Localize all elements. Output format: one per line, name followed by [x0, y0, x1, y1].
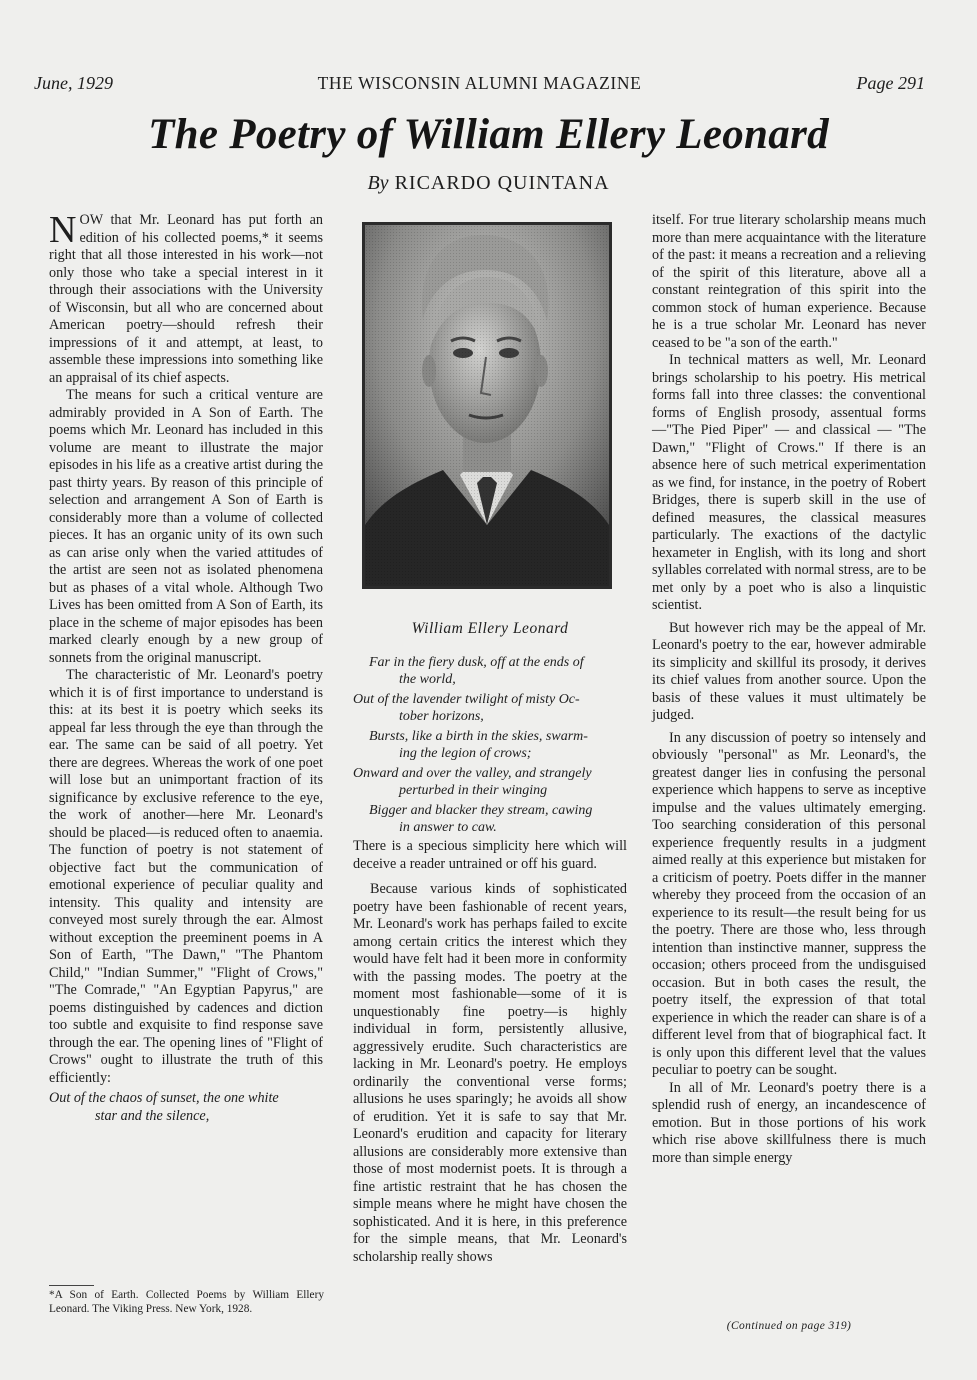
byline — [0, 172, 977, 195]
quoted-verse — [49, 1090, 323, 1125]
portrait-image — [365, 225, 609, 586]
paragraph: Because various kinds of sophisticated poetry have been fashionable of recent years, Mr. Leonard's work has perhaps failed to excite among certain critics the interest which they would have felt had it been more in conformity with the passing modes. The poetry at the moment most fashionable—some of it is unquestionably fine poetry—is highly individual in form, persistently allusive, aggressively erudite. Such characteristics are lacking in Mr. Leonard's poetry. He employs ordinarily the conventional verse forms; allusions he uses sparingly; he avoids all show of erudition. Yet it is safe to say that Mr. Leonard's erudition and capacity for literary allusions are considerably more extensive than those of most modernist poets. It is through a fine artistic restraint that he has chosen the simple means where he might have chosen the sophisticated. And it is here, in this preference for the simple means, that Mr. Leonard's scholarship really shows — [353, 881, 627, 1265]
verse-line: Far in the fiery dusk, off at the ends of — [369, 655, 584, 670]
verse-line: Onward and over the valley, and strangely — [353, 766, 592, 781]
poem-verse — [353, 728, 633, 762]
magazine-name: THE WISCONSIN ALUMNI MAGAZINE — [317, 73, 642, 93]
column-middle — [353, 838, 627, 1266]
poem-excerpt — [353, 654, 633, 839]
paragraph: The means for such a critical venture are admirably provided in A Son of Earth. The poems which Mr. Leonard has included in this volume are meant to illustrate the major episodes in his life as a creative artist during the past thirty years. By reason of this principle of selection and arrangement A Son of Earth is considerably more than a volume of collected pieces. It has an organic unity of its own such as can arise only when the varied attitudes of the artist are seen not as isolated phenomena but as phases of a vital whole. Although Two Lives has been omitted from A Son of Earth, its place in the scheme of major episodes has been marked clearly enough by a new group of sonnets from the original manuscript. — [49, 387, 323, 666]
paragraph: There is a specious simplicity here which will deceive a reader untrained or off his guard. — [353, 838, 627, 872]
footnote — [49, 1285, 324, 1316]
poem-verse — [353, 691, 633, 725]
issue-date: June, 1929 — [34, 73, 113, 93]
footnote-text: *A Son of Earth. Collected Poems by William Ellery Leonard. The Viking Press. New York, 1928. — [49, 1289, 324, 1315]
byline-prefix: By — [367, 172, 389, 194]
paragraph: In technical matters as well, Mr. Leonard brings scholarship to his poetry. His metrical forms fall into three classes: the conventional forms of English prosody, assentual forms—"The Pied Piper" — and classical — "The Dawn," "Flight of Crows." If there is an absence here of such metrical experimentation as we find, for instance, in the poetry of Robert Bridges, there is superb skill in the use of defined measures, the classical measures particularly. The exactions of the dactylic hexameter in English, with its long and short syllables correlated with normal stress, are to be met only by a poet who is also a linquistic scientist. — [652, 352, 926, 613]
paragraph: The characteristic of Mr. Leonard's poetry which it is of first importance to understand is this: at its best it is poetry which seeks its appeal far less through the eye than through the ear. The same can be said of all poetry. Yet there are degrees. Whereas the work of one poet will lose but an unimportant fraction of its significance by exclusive reference to the eye, the work of another—here Mr. Leonard's should be placed—is reduced often to anaemia. The function of poetry is not statement of objective fact but the communication of emotional experience of peculiar quality and intensity. This quality and intensity are conveyed most surely through the ear. Almost without exception the preeminent poems in A Son of Earth, "The Dawn," "The Phantom Child," "Indian Summer," "Flight of Crows," "The Comrade," "An Egyptian Papyrus," are poems distinguished by cadences and diction too subtle and exquisite to find response save through the ear. The opening lines of "Flight of Crows" ought to illustrate the truth of this efficiently: — [49, 667, 323, 1086]
paragraph: itself. For true literary scholarship means much more than mere acquaintance with the literature of the past: it means a recreation and a relieving of the spirit of this literature, above all a constant reintegration of this spirit into the common stock of human experience. Because he is a true scholar Mr. Leonard has never ceased to be "a son of the earth." — [652, 212, 926, 351]
verse-line: ing the legion of crows; — [399, 746, 532, 761]
verse-line: Bigger and blacker they stream, cawing — [369, 803, 593, 818]
verse-line: perturbed in their winging — [399, 783, 548, 798]
verse-line: the world, — [399, 672, 456, 687]
paragraph: In all of Mr. Leonard's poetry there is a splendid rush of energy, an incandescence of emotion. But in those portions of his work which rise above skillfulness there is much more than simple energy — [652, 1079, 926, 1166]
article-title: The Poetry of William Ellery Leonard — [148, 111, 829, 158]
photo-caption: William Ellery Leonard — [411, 620, 569, 637]
poem-verse — [353, 802, 633, 836]
verse-line: star and the silence, — [95, 1107, 210, 1124]
column-right — [652, 212, 926, 1167]
drop-cap: N — [49, 209, 77, 251]
author-name: RICARDO QUINTANA — [394, 172, 610, 194]
paragraph: NOW that Mr. Leonard has put forth an edition of his collected poems,* it seems right that all those interested in his work—not only those who take a special interest in it through their associations with the University of Wisconsin, but all who are concerned about American poetry—should refresh their impressions of it and attempt, at least, to assemble these impressions into something like an appraisal of its chief aspects. — [49, 209, 323, 386]
paragraph: But however rich may be the appeal of Mr. Leonard's poetry to the ear, however admirable its simplicity and skillful its prosody, it derives its chief values from another source. Upon the basis of these values it must ultimately be judged. — [652, 619, 926, 723]
portrait-photo — [362, 222, 612, 589]
continued-notice: (Continued on page 319) — [726, 1320, 852, 1332]
poem-verse — [353, 654, 633, 688]
poem-verse — [353, 765, 633, 799]
running-head — [34, 73, 925, 99]
footnote-rule — [49, 1285, 94, 1286]
paragraph: In any discussion of poetry so intensely and obviously "personal" as Mr. Leonard's, the greatest danger lies in confusing the personal experience which happens to serve as inceptive impulse and the values ultimately emerging. Too searching consideration of this personal experience frequently results in a judgment aimed really at this experience but mistaken for a criticism of poetry. Poets differ in the manner whereby they proceed from the occasion of an experience to its result—the result being for us the poetry. There are those who, less through intention than instinctive manner, suppress the occasion; others proceed from the undisguised occasion. But in both cases the result, the poetry itself, the expression of that total experience in which the reader can share is of a different level from that of biographical fact. It is only upon this different level that the values peculiar to poetry can be sought. — [652, 729, 926, 1078]
verse-line: tober horizons, — [399, 709, 484, 724]
column-left — [49, 209, 323, 1125]
page-number: Page 291 — [856, 73, 925, 93]
verse-line: Out of the chaos of sunset, the one white — [49, 1090, 279, 1106]
verse-line: in answer to caw. — [399, 820, 497, 835]
verse-line: Bursts, like a birth in the skies, swarm- — [369, 729, 588, 744]
verse-line: Out of the lavender twilight of misty Oc- — [353, 692, 580, 707]
